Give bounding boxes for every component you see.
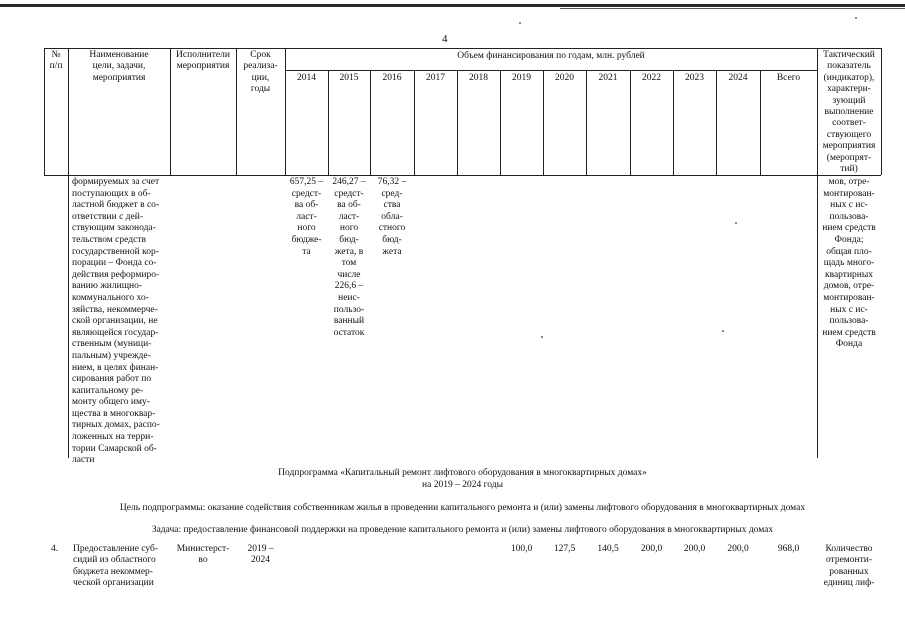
row4-num: 4. (51, 544, 59, 554)
row4-indicator: Количество отремонти- рованных единиц лиф- (823, 544, 875, 589)
col-line (673, 70, 674, 175)
year-total: Всего (776, 73, 801, 83)
row4-executor: Министерст- во (176, 544, 230, 566)
continuation-name: формируемых за счет поступающих в об- ластной бюджет в со- ответствии с дей- ствующим законода- тельством средств государственной кор- порации – Фонда со- действия реформиро- ванию жилищно- коммунального хо- зяйства, некоммерче- ской организации, не являющейся государ- ственным (муници- пальным) учрежде- нием, в целях финан- сирования работ по капитальному ре- монту общего иму- щества в многоквар- тирных домах, распо- ложенных на терри- тории Самарской об- ласти (72, 177, 160, 466)
top-border-thin (560, 8, 905, 9)
scan-speck (722, 330, 724, 332)
row4-2024: 200,0 (727, 544, 749, 554)
year-2015: 2015 (339, 73, 359, 83)
col-line (285, 48, 286, 175)
row4-2022: 200,0 (640, 544, 663, 554)
header-executor: Исполнители мероприятия (176, 50, 230, 72)
col-line (328, 70, 329, 175)
subprogram-title: Подпрограмма «Капитальный ремонт лифтового оборудования в многоквартирных домах» (278, 468, 647, 478)
col-line (68, 48, 69, 458)
header-bottom-line (44, 175, 881, 176)
continuation-2014: 657,25 – средст- ва об- ласт- ного бюдже- та (289, 177, 324, 257)
row4-term: 2019 – 2024 (247, 544, 274, 566)
continuation-2015: 246,27 – средст- ва об- ласт- ного бюд- жета, в том числе 226,6 – неис- пользо- ванный остаток (332, 177, 366, 338)
row4-2020: 127,5 (553, 544, 576, 554)
year-2018: 2018 (469, 73, 488, 83)
scan-speck (519, 22, 521, 24)
row4-2019: 100,0 (510, 544, 533, 554)
col-line (760, 70, 761, 175)
col-line (500, 70, 501, 175)
continuation-2016: 76,32 – сред- ства обла- стного бюд- жета (377, 177, 407, 257)
year-2022: 2022 (642, 73, 661, 83)
row4-name: Предоставление суб- сидий из областного бюджета некоммер- ческой организации (73, 544, 159, 589)
col-line (543, 70, 544, 175)
continuation-indicator: мов, отре- монтирован- ных с ис- пользова- нием средств Фонда; общая пло- щадь много- квартирных домов, отре- монтирован- ных с ис- пользова- нием средств Фонда (822, 177, 876, 350)
year-2014: 2014 (297, 73, 316, 83)
year-2021: 2021 (598, 73, 618, 83)
col-line (630, 70, 631, 175)
year-2020: 2020 (555, 73, 574, 83)
year-2016: 2016 (382, 73, 402, 83)
col-line (881, 48, 882, 175)
header-num: № п/п (49, 50, 63, 72)
subprogram-task: Задача: предоставление финансовой поддержки на проведение капитального ремонта и (или) замены лифтового оборудования в многоквартирных домах (151, 525, 774, 535)
year-2017: 2017 (426, 73, 445, 83)
subprogram-goal: Цель подпрограммы: оказание содействия собственникам жилья в проведении капитального ремонта и (или) замены лифтового оборудования в многоквартирных домах (119, 503, 806, 513)
col-line (414, 70, 415, 175)
col-line (716, 70, 717, 175)
page-number: 4 (442, 33, 448, 45)
col-line (370, 70, 371, 175)
scan-speck (735, 222, 737, 224)
subprogram-period: на 2019 – 2024 годы (422, 480, 503, 490)
year-2019: 2019 (512, 73, 531, 83)
year-2023: 2023 (685, 73, 704, 83)
row4-2023: 200,0 (683, 544, 706, 554)
header-term: Срок реализа- ции, годы (243, 50, 278, 95)
col-line (457, 70, 458, 175)
scan-speck (541, 336, 543, 338)
years-header-line (285, 70, 817, 71)
top-border (0, 4, 905, 7)
header-name: Наименование цели, задачи, мероприятия (89, 50, 149, 83)
header-funding: Объем финансирования по годам, млн. рублей (457, 51, 645, 61)
scan-speck (855, 17, 857, 19)
header-indicator: Тактический показатель (индикатор), характери- зующий выполнение соответ- ствующего мероприятия (меропрят- тий) (822, 50, 876, 174)
col-line (586, 70, 587, 175)
year-2024: 2024 (728, 73, 748, 83)
row4-total: 968,0 (777, 544, 800, 554)
row4-2021: 140,5 (597, 544, 619, 554)
